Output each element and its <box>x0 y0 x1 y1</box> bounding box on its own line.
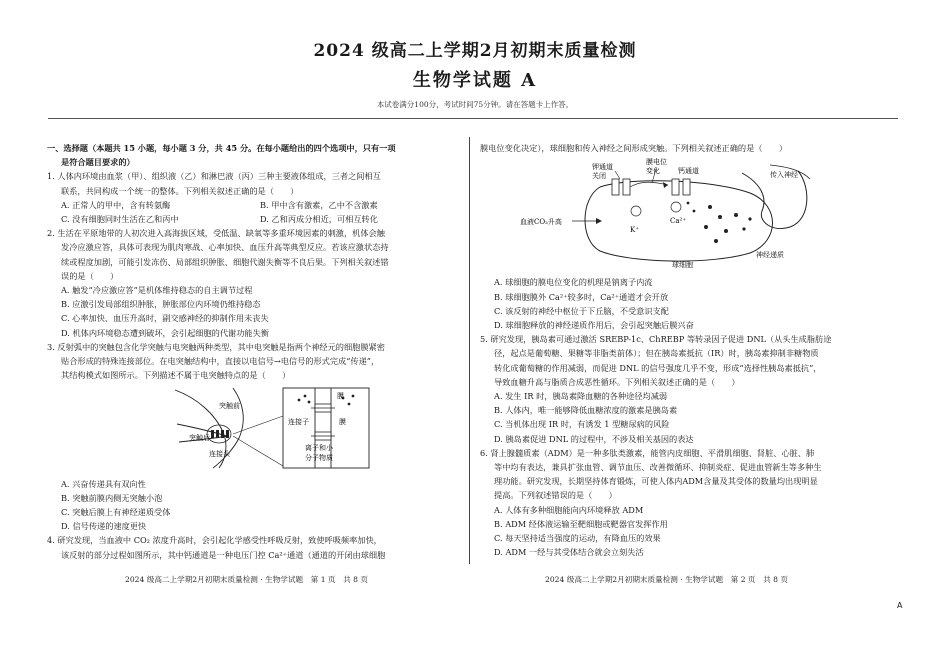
q3-stem-line3: 其结构模式如图所示。下列描述不属于电突触特点的是（ ） <box>61 370 291 381</box>
q3-option-b: B. 突触前膜内侧无突触小泡 <box>61 492 163 503</box>
label-membrane-potential-line2: 变化 <box>646 167 660 176</box>
q3-option-c: C. 突触后膜上有神经递质受体 <box>61 507 171 518</box>
q4-option-a: A. 球细胞的膜电位变化的机理是钠离子内流 <box>494 277 653 288</box>
q4-option-b: B. 球细胞膜外 Ca²⁺较多时，Ca²⁺通道才会开放 <box>494 291 669 302</box>
header-rule-line <box>48 118 898 119</box>
question-5 <box>480 332 900 446</box>
label-afferent-nerve: 传入神经 <box>770 171 798 180</box>
q1-stem-line2: 联系，共同构成一个统一的整体。下列相关叙述正确的是（ ） <box>61 185 299 196</box>
q2-stem-line3: 续或程度加剧，可能引发冻伤、局部组织肿胀、细胞代谢失衡等不良后果。下列相关叙述错 <box>61 256 389 267</box>
exam-main-title: 2024 级高二上学期2月初期末质量检测 <box>313 41 637 61</box>
section-heading-line1: 一、选择题（本题共 15 小题，每小题 3 分，共 45 分。在每小题给出的四个选项中，只有一项 <box>47 143 396 153</box>
q4-option-d: D. 球细胞释放的神经递质作用后，会引起突触后膜兴奋 <box>494 320 694 331</box>
question-2 <box>47 226 459 340</box>
label-k-ion: K⁺ <box>630 226 639 235</box>
q2-stem-line2: 发冷应激应答，具体可表现为肌肉寒战、心率加快、血压升高等典型反应。若该应激状态持 <box>61 242 389 253</box>
q2-stem-line4: 误的是（ ） <box>61 270 119 281</box>
q2-option-a: A. 触发“冷应激应答”是机体维持稳态的自主调节过程 <box>61 285 253 296</box>
column-divider <box>469 137 470 564</box>
label-neurotransmitter: 神经递质 <box>756 251 784 260</box>
q6-stem-line4: 提高。下列叙述错误的是（ ） <box>494 490 617 501</box>
q6-option-a: A. 人体有多种细胞能向内环境释放 ADM <box>494 504 644 515</box>
label-glomus-cell: 球细胞 <box>672 261 693 270</box>
question-4 <box>47 533 459 561</box>
label-ions-line2: 分子物质 <box>305 454 333 463</box>
q2-option-c: C. 心率加快、血压升高时，副交感神经的抑制作用未丧失 <box>61 313 269 324</box>
right-column <box>480 141 900 559</box>
q4-stem-line2: 该反射的部分过程如图所示，其中钙通道是一种电压门控 Ca²⁺通道（通道的开闭由球细胞 <box>61 549 386 560</box>
electrical-synapse-diagram <box>47 384 459 470</box>
q3-stem-line2: 贴合形成的特殊连接部位。在电突触结构中，直接以电信号→电信号的形式完成“传递”， <box>61 356 380 367</box>
version-mark: A <box>897 601 903 610</box>
section-heading-line2: 是符合题目要求的） <box>61 157 135 168</box>
exam-notice: 本试卷满分100分，考试时间75分钟。请在答题卡上作答。 <box>376 100 574 109</box>
q1-options <box>47 198 459 226</box>
q6-option-b: B. ADM 经体液运输至靶细胞或靶器官发挥作用 <box>494 518 668 529</box>
q1-option-d: D. 乙和丙成分相近，可相互转化 <box>260 214 378 225</box>
q5-option-d: D. 胰岛素促进 DNL 的过程中，不涉及相关基因的表达 <box>494 433 694 444</box>
label-channel: 连接子 <box>288 418 309 427</box>
q5-stem-line1: 5. 研究发现，胰岛素可通过激活 SREBP-1c、ChREBP 等转录因子促进 DNL（从头生成脂肪途 <box>480 334 832 345</box>
label-postsynaptic: 突触后 <box>189 434 210 443</box>
label-k-channel: 钾通道 <box>592 163 613 172</box>
q4-glomus-cell-figure <box>480 157 900 273</box>
q6-stem-line2: 等中均有表达，兼具扩张血管、调节血压、改善微循环、抑制炎症、促进血管新生等多种生 <box>494 462 822 473</box>
q2-option-b: B. 应激引发局部组织肿胀，肿胀部位内环境仍维持稳态 <box>61 299 261 310</box>
q5-option-b: B. 人体内，唯一能够降低血糖浓度的激素是胰岛素 <box>494 405 678 416</box>
exam-subject-title: 生物学试题 A <box>412 70 538 91</box>
q5-stem-line3: 转化成葡萄糖的作用减弱，而促进 DNL 的信号强度几乎不变，形成“选择性胰岛素抵抗”， <box>494 362 822 373</box>
q4-stem-line1: 4. 研究发现，当血液中 CO₂ 浓度升高时，会引起化学感受性呼吸反射，致使呼吸频率加快， <box>47 535 382 546</box>
q2-stem-line1: 2. 生活在平原地带的人初次进入高海拔区域，受低温、缺氧等多重环境因素的刺激，机体会触 <box>47 228 385 239</box>
label-ca-ion: Ca²⁺ <box>670 217 687 226</box>
label-blood-co2: 血液CO₂升高 <box>520 218 562 227</box>
q6-option-d: D. ADM 一经与其受体结合就会立刻失活 <box>494 547 644 558</box>
footer-page-2: 2024 级高二上学期2月初期末质量检测 · 生物学试题 第 2 页 共 8 页 <box>545 575 788 584</box>
question-1 <box>47 169 459 226</box>
q3-electrical-synapse-figure <box>47 384 459 474</box>
q3-stem-line1: 3. 反射弧中的突触包含化学突触与电突触两种类型，其中电突触是指两个神经元的细胞膜紧密 <box>47 341 385 352</box>
label-membrane-right: 膜 <box>339 418 346 427</box>
q3-option-a: A. 兴奋传递具有双向性 <box>61 478 146 489</box>
label-connexon: 连接头 <box>209 450 230 459</box>
label-closed: 关闭 <box>592 172 606 181</box>
q1-stem-line1: 1. 人体内环境由血浆（甲）、组织液（乙）和淋巴液（丙）三种主要液体组成，三者之间相互 <box>47 171 381 182</box>
q5-option-a: A. 发生 IR 时，胰岛素降血糖的各种途径均减弱 <box>494 391 668 402</box>
q1-option-c: C. 没有细胞同时生活在乙和丙中 <box>61 214 179 225</box>
q5-stem-line4: 导致血糖升高与脂质合成恶性循环。下列相关叙述正确的是（ ） <box>494 376 740 387</box>
q3-option-d: D. 信号传递的速度更快 <box>61 521 147 532</box>
q2-option-d: D. 机体内环境稳态遭到破坏，会引起细胞的代谢功能失衡 <box>61 327 269 338</box>
question-6 <box>480 446 900 560</box>
label-membrane-potential-line1: 膜电位 <box>646 158 667 167</box>
q5-stem-line2: 径，起点是葡萄糖、果糖等非脂类前体）；但在胰岛素抵抗（IR）时，胰岛素抑制非糖物质 <box>494 348 819 359</box>
footer-page-1: 2024 级高二上学期2月初期末质量检测 · 生物学试题 第 1 页 共 8 页 <box>125 575 368 584</box>
q6-stem-line1: 6. 肾上腺髓质素（ADM）是一种多肽类激素，能管内皮细胞、平滑肌细胞、肾脏、心脏、肺 <box>480 447 815 458</box>
q4-option-c: C. 该反射的神经中枢位于下丘脑，不受意识支配 <box>494 305 669 316</box>
q1-option-b: B. 甲中含有激素，乙中不含激素 <box>260 199 378 210</box>
q4-stem-line3: 膜电位变化决定），球细胞和传入神经之间形成突触。下列相关叙述正确的是（ ） <box>480 143 788 153</box>
glomus-cell-diagram <box>480 157 900 269</box>
label-membrane-top: 膜 <box>337 392 344 401</box>
label-ions-line1: 离子和小 <box>305 444 333 453</box>
question-3 <box>47 340 459 534</box>
section-heading <box>47 141 459 169</box>
left-column <box>47 141 459 562</box>
label-ca-channel: 钙通道 <box>678 167 699 176</box>
q6-option-c: C. 每天坚持适当强度的运动，有降血压的效果 <box>494 533 661 544</box>
q5-option-c: C. 当机体出现 IR 时，有诱发 1 型糖尿病的风险 <box>494 419 670 430</box>
q6-stem-line3: 理功能。研究发现，长期坚持体育锻炼，可使人体内ADM含量及其受体的数量均出现明显 <box>494 476 818 487</box>
q1-option-a: A. 正常人的甲中，含有转氨酶 <box>61 199 171 210</box>
label-presynaptic: 突触前 <box>219 402 240 411</box>
